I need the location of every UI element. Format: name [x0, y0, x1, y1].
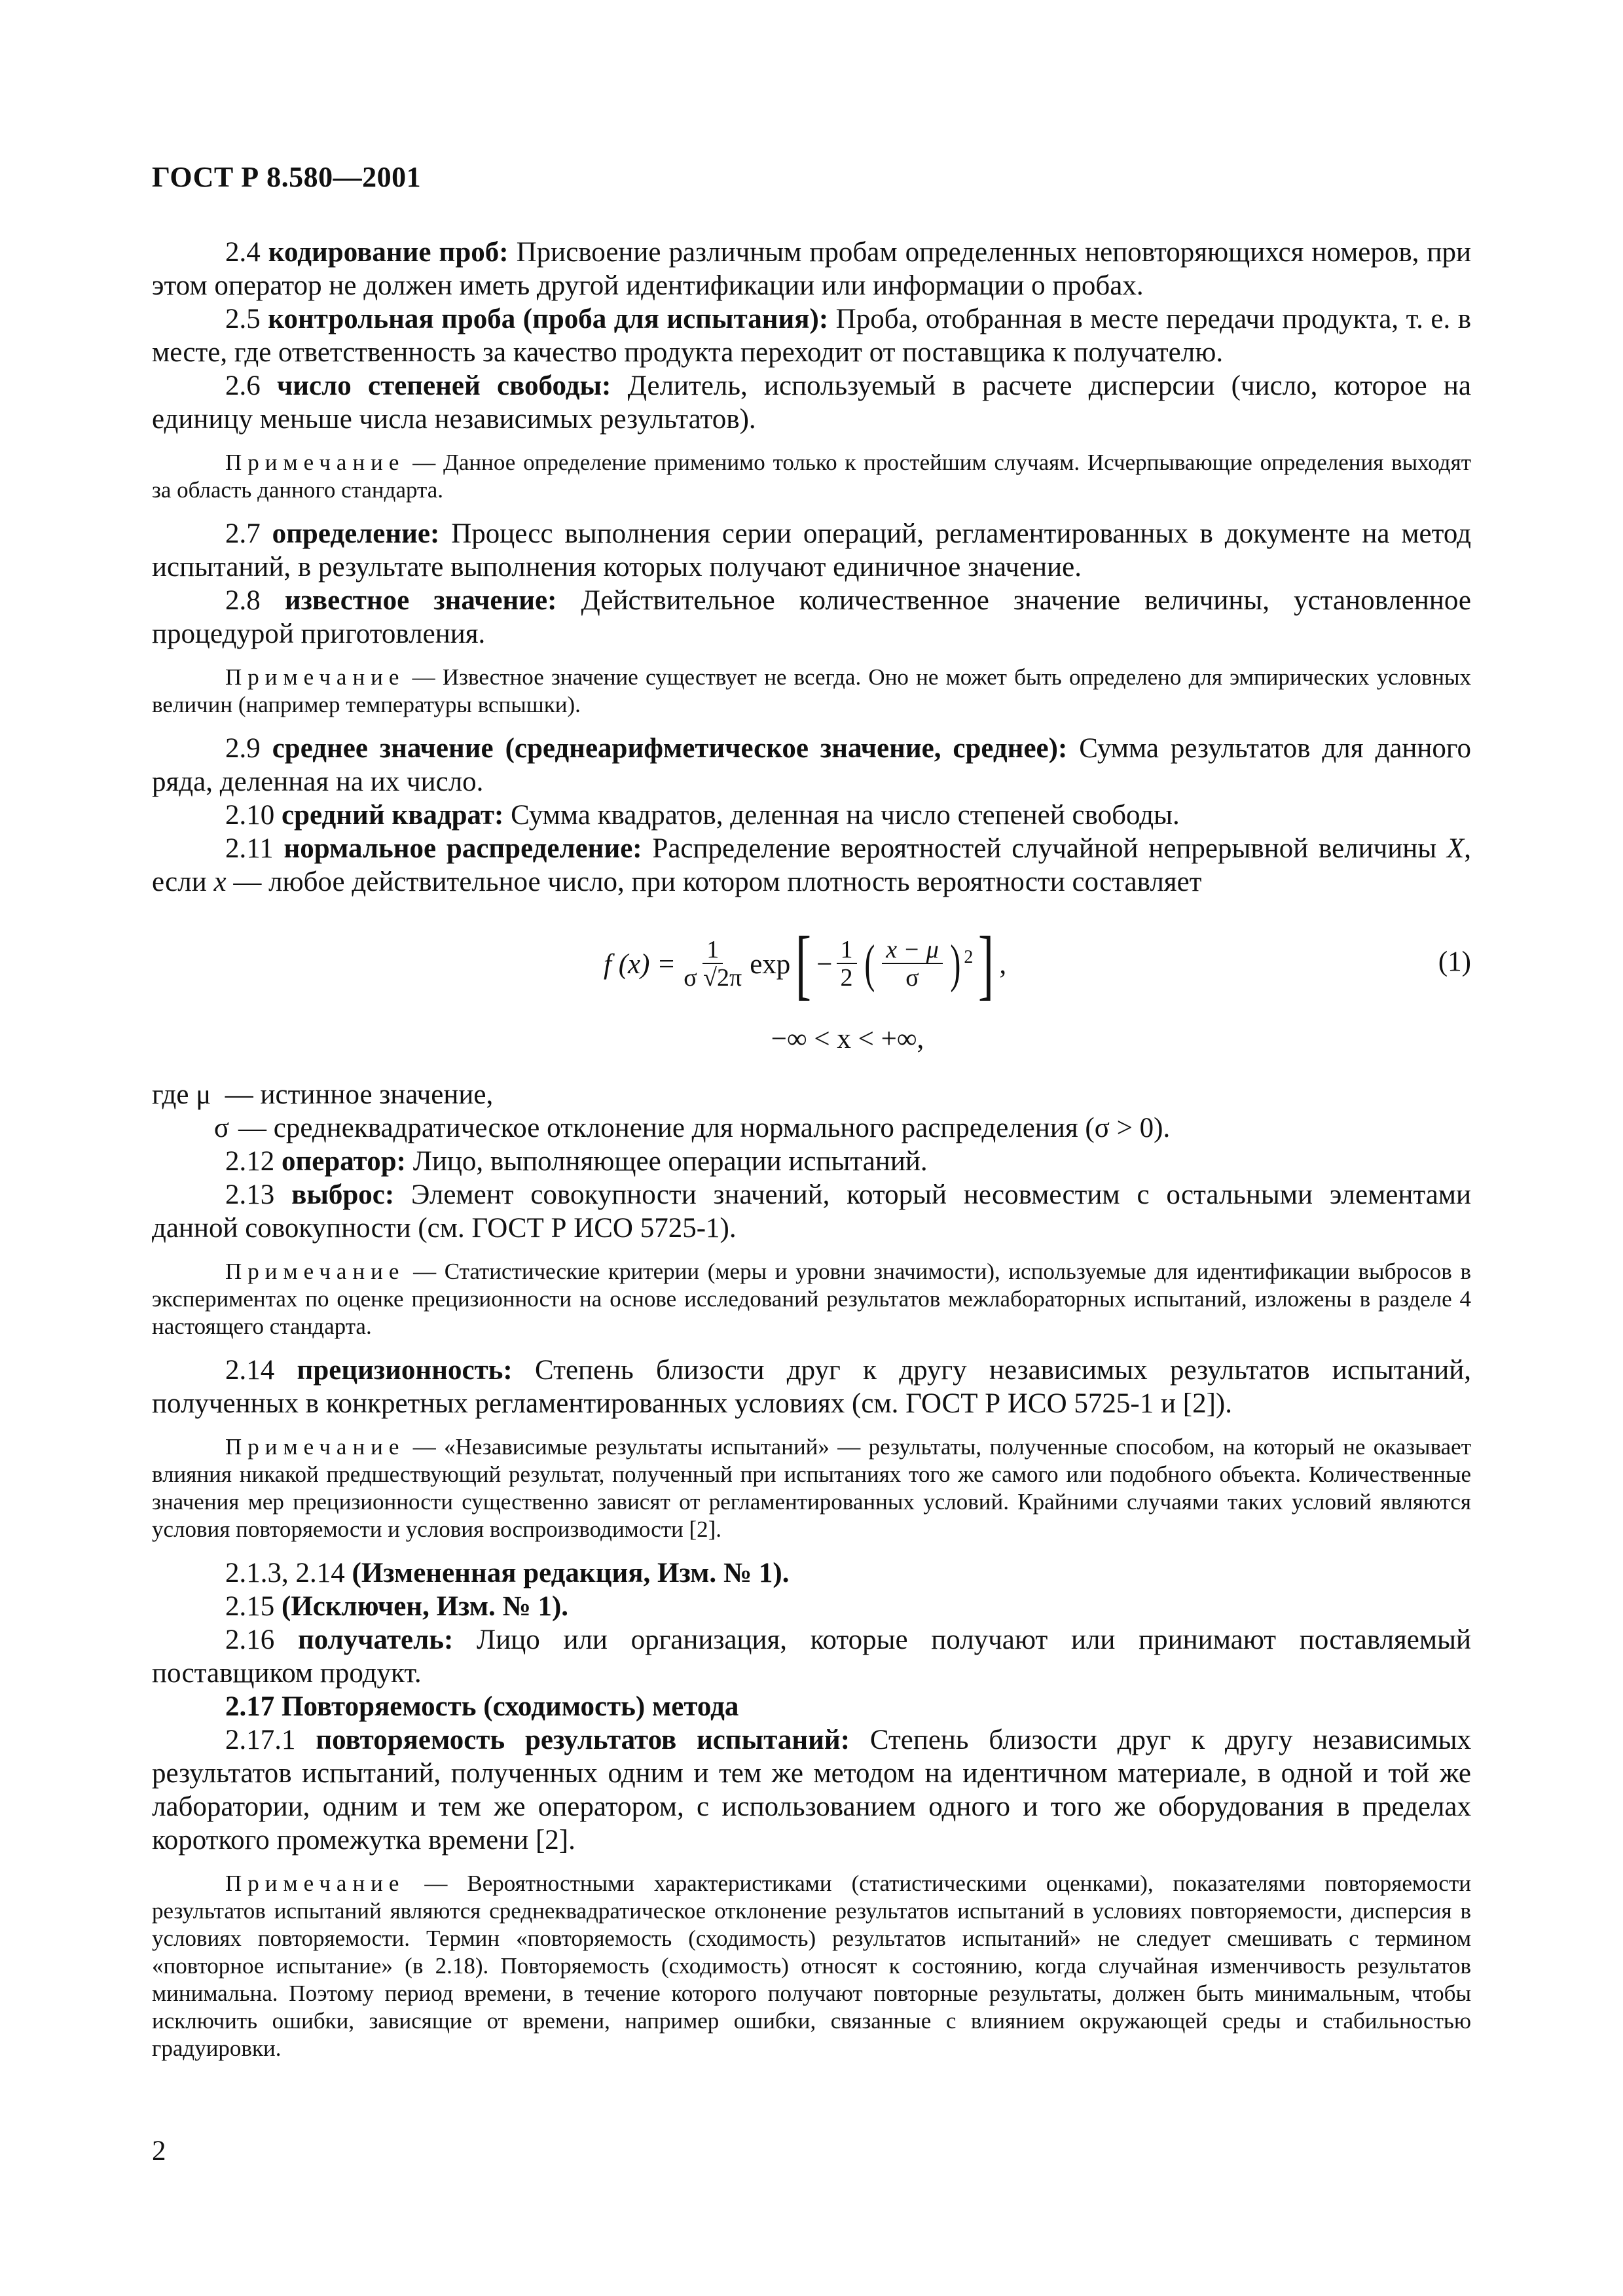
left-bracket-glyph: [ — [795, 920, 812, 1007]
paragraph-2-17-1: 2.17.1 повторяемость результатов испытаний: Степень близости друг к другу независимых результатов испытаний, полученных одним и тем же методом на идентичном материале, в одной и той же лаборатории, одним и тем же оператором, с использованием одного и того же оборудования в пределах короткого промежутка времени [2]. — [152, 1725, 1471, 1856]
paragraph-2-11: 2.11 нормальное распределение: Распределение вероятностей случайной непрерывной величины X, если x — любое действительное число, при котором плотность вероятности составляет — [152, 833, 1471, 897]
formula-half: $\frac{1}{2}$ — [837, 937, 857, 992]
note-2-13: Примечание — Статистические критерии (меры и уровни значимости), используемые для идентификации выбросов в экспериментах по оценке прецизионности на основе исследований результатов межлабораторных испытаний, изложены в разделе 4 настоящего стандарта. — [152, 1259, 1471, 1339]
note-2-6: Примечание — Данное определение применимо только к простейшим случаям. Исчерпывающие определения выходят за область данного стандарта. — [152, 450, 1471, 503]
paragraph-2-10: 2.10 средний квадрат: Сумма квадратов, деленная на число степеней свободы. — [225, 800, 1180, 831]
paragraph-2-16: 2.16 получатель: Лицо или организация, которые получают или принимают поставляемый поставщиком продукт. — [152, 1624, 1472, 1689]
legend-mu: где μ — истинное значение, — [152, 1079, 494, 1110]
document-body — [152, 236, 1471, 2075]
formula-prefactor: $\frac{1}{\sigma √2\pi}$ — [684, 936, 742, 992]
note-2-14: Примечание — «Независимые результаты испытаний» — результаты, полученные способом, на который не оказывает влияния никакой предшествующий результат, полученный при испытаниях того же самого или подобного объекта. Количественные значения мер прецизионности существенно зависят от регламентированных условий. Крайними случаями таких условий являются условия повторяемости и условия воспроизводимости [2]. — [152, 1434, 1471, 1542]
formula-standardized: $\frac{x - \mu}{\sigma}$ — [882, 937, 943, 992]
formula-normal-density — [152, 918, 1471, 1010]
formula-range: −∞ < x < +∞, — [771, 1024, 924, 1054]
formula-lhs: f (x) = — [604, 948, 676, 980]
formula-legend — [152, 1078, 1471, 1145]
left-paren-glyph: ( — [864, 935, 875, 993]
paragraph-2-12: 2.12 оператор: Лицо, выполняющее операции испытаний. — [225, 1146, 928, 1177]
section-heading-2-17: 2.17 Повторяемость (сходимость) метода — [225, 1691, 739, 1722]
paragraph-2-5: 2.5 контрольная проба (проба для испытания): Проба, отобранная в месте передачи продукта, т. е. в месте, где ответственность за качество продукта переходит от поставщика к получателю. — [152, 304, 1472, 368]
paragraph-2-13: 2.13 выброс: Элемент совокупности значений, который несовместим с остальными элементами данной совокупности (см. ГОСТ Р ИСО 5725-1). — [152, 1179, 1472, 1244]
note-2-17-1: Примечание — Вероятностными характеристиками (статистическими оценками), показателями повторяемости результатов испытаний являются среднеквадратическое отклонение результатов испытаний в условиях повторяемости, дисперсия в условиях повторяемости. Термин «повторяемость (сходимость) результатов испытаний» не следует смешивать с термином «повторное испытание» (в 2.18). Повторяемость (сходимость) относят к состоянию, когда случайная изменчивость результатов минимальна. Поэтому период времени, в течение которого получают повторные результаты, должен быть минимальным, чтобы исключить ошибки, зависящие от времени, например ошибки, связанные с влиянием окружающей среды и стабильностью градуировки. — [152, 1871, 1471, 2061]
paragraph-2-9: 2.9 среднее значение (среднеарифметическое значение, среднее): Сумма результатов для данного ряда, деленная на их число. — [152, 733, 1471, 797]
formula-minus: − — [816, 948, 833, 980]
paragraph-2-14: 2.14 прецизионность: Степень близости друг к другу независимых результатов испытаний, полученных в конкретных регламентированных условиях (см. ГОСТ Р ИСО 5725-1 и [2]). — [152, 1355, 1471, 1419]
paragraph-2-7: 2.7 определение: Процесс выполнения серии операций, регламентированных в документе на метод испытаний, в результате выполнения которых получают единичное значение. — [152, 518, 1472, 583]
right-bracket-glyph: ] — [978, 920, 994, 1007]
legend-sigma: σ — среднеквадратическое отклонение для нормального распределения (σ > 0). — [213, 1113, 1171, 1143]
paragraph-2-15: 2.15 (Исключен, Изм. № 1). — [225, 1591, 569, 1622]
formula-expression — [604, 918, 1006, 1010]
paragraph-2-4: 2.4 кодирование проб: Присвоение различным пробам определенных неповторяющихся номеров, при этом оператор не должен иметь другой идентификации или информации о пробах. — [152, 237, 1472, 301]
formula-power: 2 — [964, 947, 974, 967]
right-paren-glyph: ) — [950, 935, 961, 993]
document-header: ГОСТ Р 8.580—2001 — [152, 161, 422, 193]
formula-comma: , — [999, 948, 1007, 980]
note-2-8: Примечание — Известное значение существует не всегда. Оно не может быть определено для эмпирических условных величин (например температуры вспышки). — [152, 664, 1471, 717]
paragraph-2-6: 2.6 число степеней свободы: Делитель, используемый в расчете дисперсии (число, которое на единицу меньше числа независимых результатов). — [152, 370, 1471, 435]
amendment-2-1-3: 2.1.3, 2.14 (Измененная редакция, Изм. № 1). — [225, 1558, 790, 1588]
formula-exp: exp — [750, 948, 791, 980]
paragraph-2-8: 2.8 известное значение: Действительное количественное значение величины, установленное процедурой приготовления. — [152, 585, 1471, 649]
page-number: 2 — [152, 2136, 166, 2166]
formula-number: (1) — [1438, 946, 1471, 977]
